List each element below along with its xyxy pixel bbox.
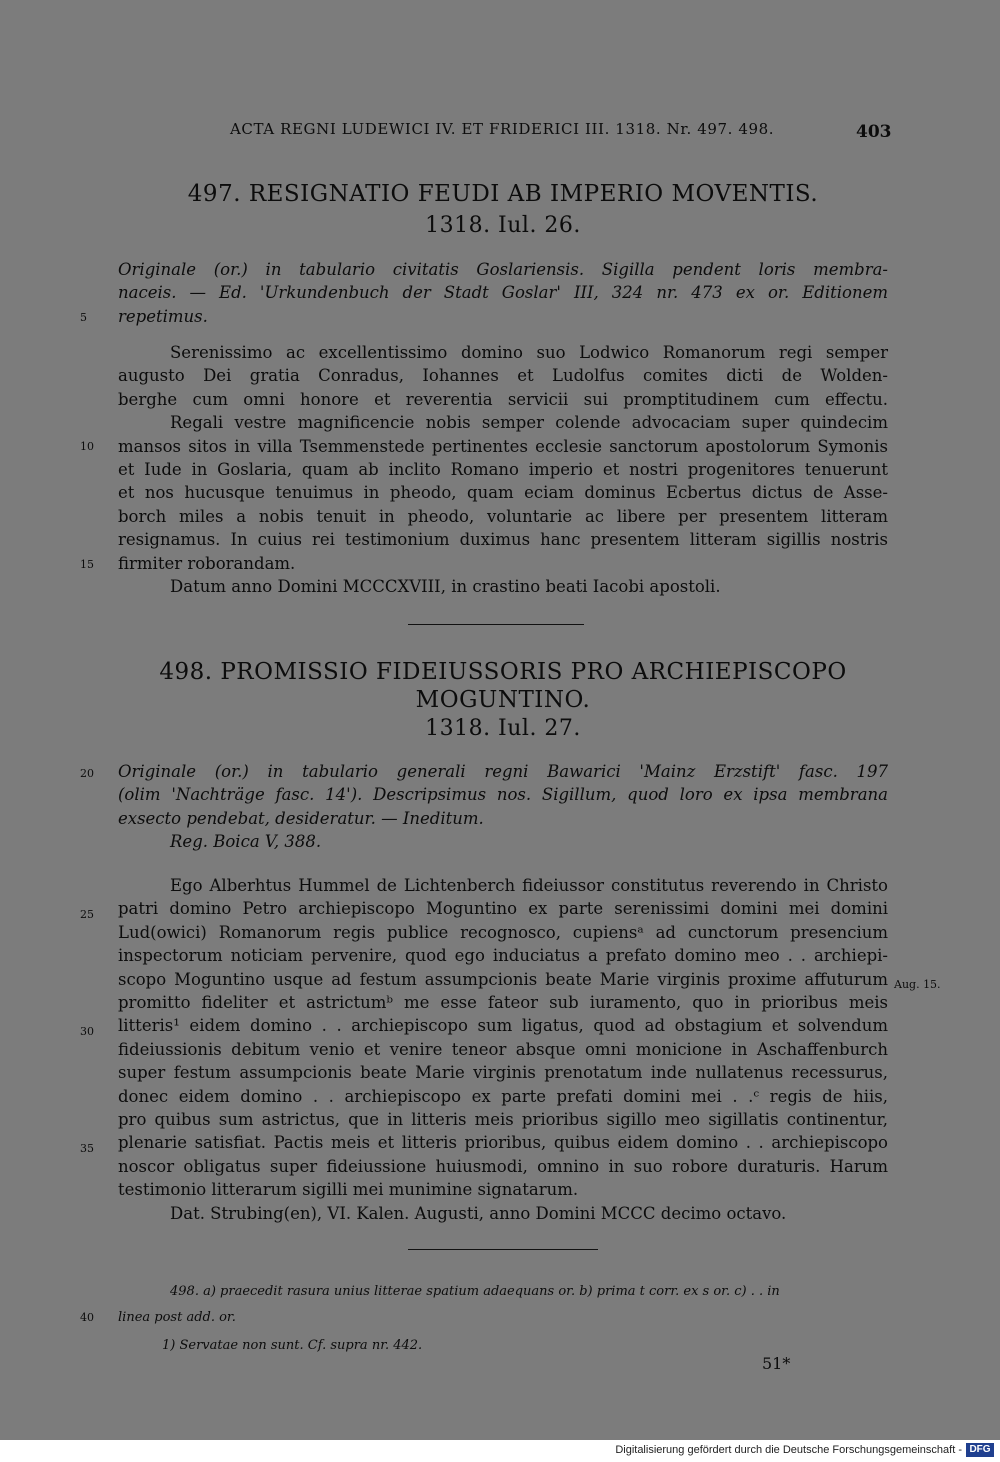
footnote-divider <box>408 1249 598 1250</box>
text-line: litteris¹ eidem domino . . archiepiscopo sum ligatus, quod ad obstagium et solvendum <box>118 1016 888 1036</box>
text-line: firmiter roborandam. <box>118 553 296 573</box>
line-number: 15 <box>80 558 94 571</box>
text-line: pro quibus sum astrictus, que in litteris meis prioribus sigillo meo sigillatis continentur, <box>118 1110 888 1130</box>
footnote-line: 498. a) praecedit rasura unius litterae spatium adaequans or. b) prima t corr. ex s or. c) . . in <box>170 1284 780 1299</box>
text-line: super festum assumpcionis beate Marie virginis prenotatum inde nullatenus recessurus, <box>118 1063 888 1083</box>
text-line: et nos hucusque tenuimus in pheodo, quam eciam dominus Ecbertus dictus de Asse- <box>118 483 888 503</box>
running-header: ACTA REGNI LUDEWICI IV. ET FRIDERICI III. 1318. Nr. 497. 498. <box>230 120 775 138</box>
regesta-reference: Reg. Boica V, 388. <box>170 832 322 852</box>
text-line: borch miles a nobis tenuit in pheodo, voluntarie ac libere per presentem litteram <box>118 506 888 526</box>
text-line: et Iude in Goslaria, quam ab inclito Romano imperio et nostri progenitores tenuerunt <box>118 460 888 480</box>
text-line: Datum anno Domini MCCCXVIII, in crastino beati Iacobi apostoli. <box>170 577 721 597</box>
line-number: 20 <box>80 767 94 780</box>
text-line: donec eidem domino . . archiepiscopo ex parte prefati domini mei . .ᶜ regis de hiis, <box>118 1086 888 1106</box>
text-line: Regali vestre magnificencie nobis semper colende advocaciam super quindecim <box>170 413 888 433</box>
doc498-title <box>118 658 888 714</box>
text-line: Serenissimo ac excellentissimo domino suo Lodwico Romanorum regi semper <box>170 343 888 362</box>
text-line: fideiussionis debitum venio et venire teneor absque omni monicione in Aschaffenburch <box>118 1039 888 1059</box>
footnotes <box>118 1279 888 1359</box>
page-number: 403 <box>856 122 892 142</box>
section-divider <box>408 624 584 625</box>
doc498-title-line1: 498. PROMISSIO FIDEIUSSORIS PRO ARCHIEPISCOPO <box>159 659 847 685</box>
text-line: augusto Dei gratia Conradus, Iohannes et Ludolfus comites dicti de Wolden- <box>118 366 888 386</box>
text-line: Dat. Strubing(en), VI. Kalen. Augusti, anno Domini MCCC decimo octavo. <box>170 1203 787 1223</box>
doc498-title-line2: MOGUNTINO. <box>415 687 591 713</box>
text-line: testimonio litterarum sigilli mei munimine signatarum. <box>118 1180 579 1200</box>
text-line: scopo Moguntino usque ad festum assumpcionis beate Marie virginis proxime affuturum <box>118 969 888 989</box>
footnote-line: linea post add. or. <box>118 1310 236 1325</box>
doc497-body <box>118 341 888 598</box>
note-line: Originale (or.) in tabulario generali regni Bawarici 'Mainz Erzstift' fasc. 197 <box>118 762 888 781</box>
doc498-body <box>118 874 888 1225</box>
line-number: 25 <box>80 908 94 921</box>
note-line: repetimus. <box>118 306 208 326</box>
note-line: Originale (or.) in tabulario civitatis Goslariensis. Sigilla pendent loris membra- <box>118 260 888 279</box>
text-line: berghe cum omni honore et reverentia servicii sui promptitudinem cum effectu. <box>118 389 888 409</box>
line-number: 30 <box>80 1025 94 1038</box>
line-number: 35 <box>80 1142 94 1155</box>
note-line: exsecto pendebat, desideratur. — Ineditum. <box>118 808 484 828</box>
credit-bar <box>0 1440 1000 1462</box>
text-line: Ego Alberhtus Hummel de Lichtenberch fideiussor constitutus reverendo in Christo <box>170 876 888 895</box>
footnote-line: 1) Servatae non sunt. Cf. supra nr. 442. <box>162 1338 423 1353</box>
line-number: 5 <box>80 311 87 324</box>
text-line: resignamus. In cuius rei testimonium duximus hanc presentem litteram sigillis nostris <box>118 530 888 550</box>
text-line: patri domino Petro archiepiscopo Moguntino ex parte serenissimi domini mei domini <box>118 899 888 919</box>
funding-credit: Digitalisierung gefördert durch die Deutsche Forschungsgemeinschaft - <box>615 1444 962 1456</box>
doc498-date: 1318. Iul. 27. <box>425 716 581 741</box>
text-line: Lud(owici) Romanorum regis publice recognosco, cupiensᵃ ad cunctorum presencium <box>118 922 888 942</box>
signature-mark: 51* <box>762 1354 791 1373</box>
dfg-logo: DFG <box>966 1443 994 1457</box>
margin-date-note: Aug. 15. <box>894 978 941 991</box>
line-number: 40 <box>80 1311 94 1324</box>
text-line: inspectorum noticiam pervenire, quod ego induciatus a prefato domino meo . . archiepi- <box>118 946 888 966</box>
line-number: 10 <box>80 440 94 453</box>
doc497-date: 1318. Iul. 26. <box>425 213 581 238</box>
text-line: mansos sitos in villa Tsemmenstede pertinentes ecclesie sanctorum apostolorum Symonis <box>118 436 888 456</box>
text-line: noscor obligatus super fideiussione huiusmodi, omnino in suo robore duraturis. Harum <box>118 1156 888 1176</box>
text-line: promitto fideliter et astrictumᵇ me esse fateor sub iuramento, quo in prioribus meis <box>118 993 888 1013</box>
doc497-title: 497. RESIGNATIO FEUDI AB IMPERIO MOVENTIS. <box>187 181 819 207</box>
note-line: (olim 'Nachträge fasc. 14'). Descripsimus nos. Sigillum, quod loro ex ipsa membrana <box>118 785 888 805</box>
text-line: plenarie satisfiat. Pactis meis et litteris prioribus, quibus eidem domino . . archiepiscopo <box>118 1133 888 1153</box>
note-line: naceis. — Ed. 'Urkundenbuch der Stadt Goslar' III, 324 nr. 473 ex or. Editionem <box>118 283 888 303</box>
doc497-source-note <box>118 258 888 328</box>
doc498-source-note <box>118 760 888 854</box>
